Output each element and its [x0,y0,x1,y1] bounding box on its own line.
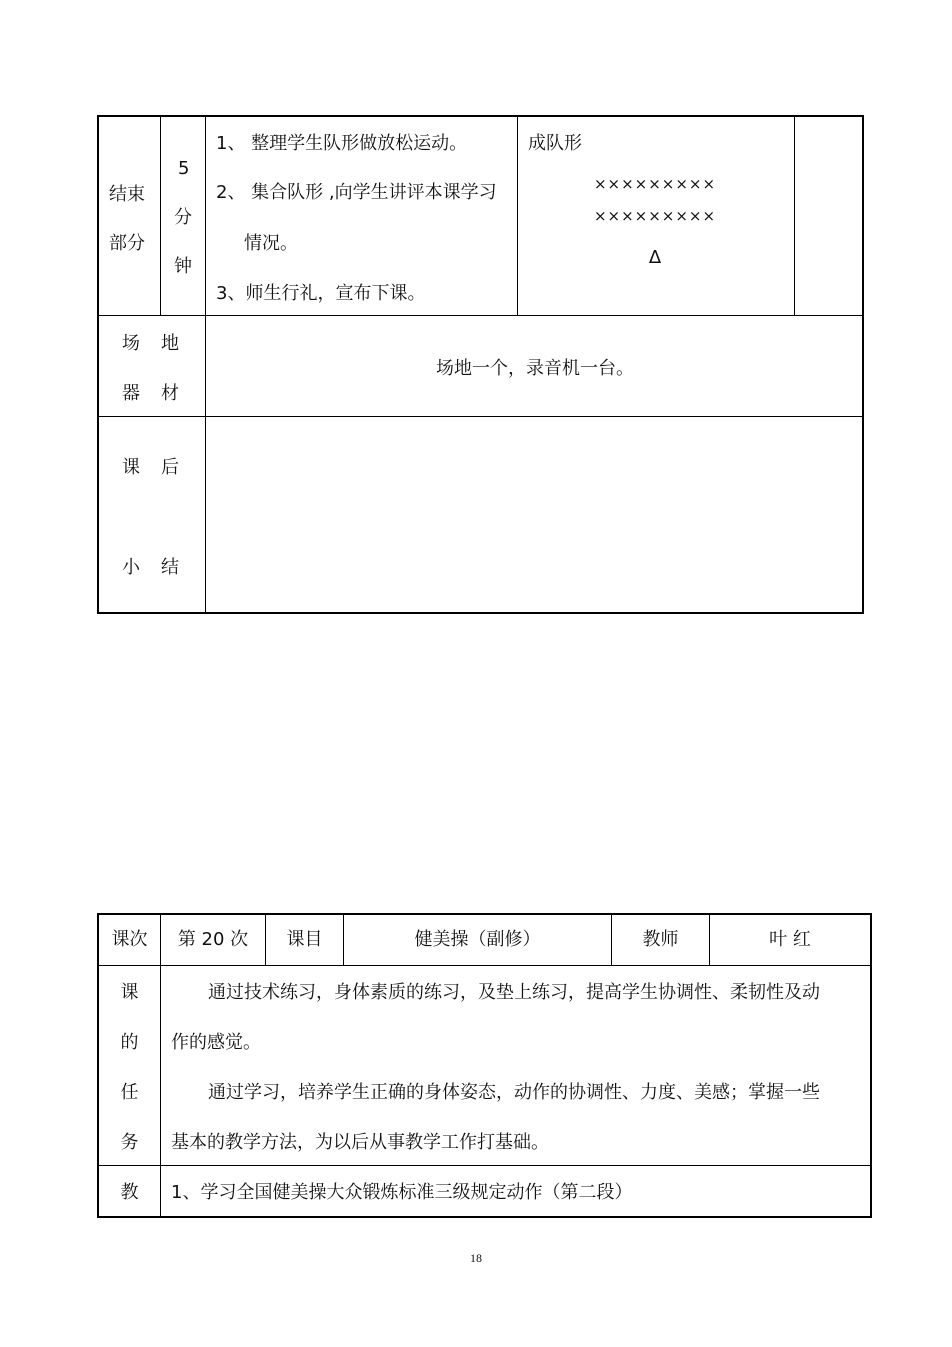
venue-label-char: 器 [122,383,140,404]
lesson-plan-table [97,913,872,1218]
teacher-label: 教师 [642,929,679,950]
task-label-char: 任 [120,1082,139,1103]
content-line: 3、师生行礼，宣布下课。 [216,283,426,304]
task-label-char: 务 [120,1132,139,1153]
teacher-position-symbol: Δ [648,247,662,268]
col-divider [160,913,161,1218]
formation-title: 成队形 [528,133,582,154]
page-number: 18 [470,1251,482,1265]
task-text-line: 作的感觉。 [171,1032,261,1053]
duration-char: 5 [178,158,190,179]
formation-row: ××××××××× [593,207,717,225]
col-divider [517,115,518,316]
venue-label-char: 场 [122,333,140,354]
subject-label: 课目 [286,929,323,950]
content-line: 情况。 [244,233,298,254]
row-divider [97,1165,872,1166]
section-label-line: 部分 [109,233,145,254]
row-divider [97,965,872,966]
row-divider [97,315,864,316]
teach-label: 教 [120,1182,139,1203]
col-divider [794,115,795,316]
content-line: 2、 集合队形 ,向学生讲评本课学习 [216,182,497,203]
summary-label-char: 课 [122,457,140,478]
duration-char: 钟 [174,256,192,277]
section-label-line: 结束 [109,184,145,205]
lesson-number-label: 课次 [111,929,148,950]
summary-label-char: 结 [161,557,179,578]
venue-text: 场地一个，录音机一台。 [436,358,634,379]
summary-label-char: 小 [122,557,140,578]
task-label-char: 课 [120,982,139,1003]
teach-text: 1、学习全国健美操大众锻炼标准三级规定动作（第二段） [171,1182,633,1203]
venue-label-char: 地 [161,333,179,354]
duration-char: 分 [174,207,192,228]
subject-value: 健美操（副修） [414,929,541,950]
task-text-line: 通过技术练习，身体素质的练习，及垫上练习，提高学生协调性、柔韧性及动 [208,982,820,1003]
task-text-line: 基本的教学方法，为以后从事教学工作打基础。 [171,1132,549,1153]
lesson-number: 第 20 次 [177,929,249,950]
formation-row: ××××××××× [593,175,717,193]
col-divider [160,115,161,316]
summary-label-char: 后 [161,457,179,478]
task-text-line: 通过学习，培养学生正确的身体姿态，动作的协调性、力度、美感；掌握一些 [208,1082,820,1103]
teacher-name: 叶 红 [769,929,811,950]
content-line: 1、 整理学生队形做放松运动。 [216,133,468,154]
venue-label-char: 材 [161,383,179,404]
task-label-char: 的 [120,1032,139,1053]
row-divider [97,416,864,417]
